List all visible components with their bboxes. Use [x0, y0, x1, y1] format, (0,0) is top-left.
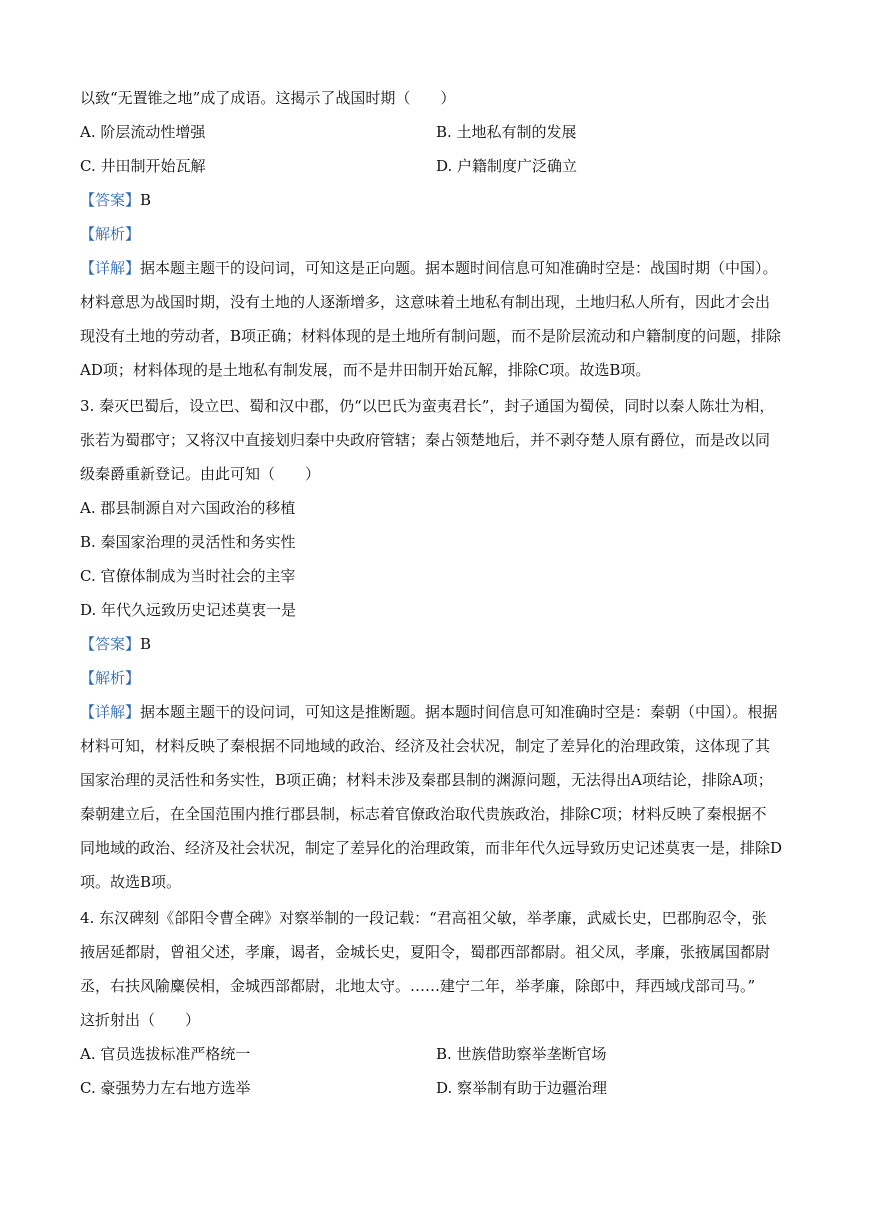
- q2-answer: B: [140, 191, 152, 209]
- q4-option-b: B. 世族借助察举垄断官场: [436, 1045, 607, 1063]
- q3-answer: B: [140, 635, 152, 653]
- q4-stem-line-1: 4. 东汉碑刻《郃阳令曹全碑》对察举制的一段记载：“君高祖父敏，举孝廉，武威长史，巴郡朐忍令，张: [80, 909, 767, 927]
- q3-answer-row: [80, 634, 151, 654]
- q4-option-a: A. 官员选拔标准严格统一: [80, 1045, 251, 1063]
- q3-detail-line-1: 【详解】据本题主题干的设问词，可知这是推断题。据本题时间信息可知准确时空是：秦朝（中国）。根据: [80, 703, 778, 721]
- q2-option-c: C. 井田制开始瓦解: [80, 157, 206, 175]
- q3-option-d: D. 年代久远致历史记述莫衷一是: [80, 601, 297, 619]
- q3-stem-line-2: 张若为蜀郡守；又将汉中直接划归秦中央政府管辖；秦占领楚地后，并不剥夺楚人原有爵位，而是改以同: [80, 431, 771, 449]
- q4-stem-line-2: 掖居延都尉，曾祖父述，孝廉，谒者，金城长史，夏阳令，蜀郡西部都尉。祖父凤，孝廉，张掖属国都尉: [80, 943, 771, 961]
- q2-detail-label: 【详解】: [80, 259, 141, 277]
- q3-detail-line-4: 秦朝建立后，在全国范围内推行郡县制，标志着官僚政治取代贵族政治，排除C项；材料反映了秦根据不: [80, 805, 767, 823]
- q2-detail-line-2: 材料意思为战国时期，没有土地的人逐渐增多，这意味着土地私有制出现，土地归私人所有，因此才会出: [80, 293, 771, 311]
- q3-detail-line-3: 国家治理的灵活性和务实性，B项正确；材料未涉及秦郡县制的渊源问题，无法得出A项结论，排除A项；: [80, 771, 773, 789]
- q3-option-c: C. 官僚体制成为当时社会的主宰: [80, 567, 296, 585]
- q2-detail-line-4: AD项；材料体现的是土地私有制发展，而不是井田制开始瓦解，排除C项。故选B项。: [80, 361, 651, 379]
- q2-detail-line-1: 【详解】据本题主题干的设问词，可知这是正向题。据本题时间信息可知准确时空是：战国时期（中国）。: [80, 259, 778, 277]
- q3-analysis-label: 【解析】: [80, 669, 141, 687]
- q3-detail-line-6: 项。故选B项。: [80, 873, 182, 891]
- q3-detail-line-5: 同地域的政治、经济及社会状况，制定了差异化的治理政策，而非年代久远导致历史记述莫衷一是，排除D: [80, 839, 783, 857]
- q3-stem-line-1: 3. 秦灭巴蜀后，设立巴、蜀和汉中郡，仍“以巴氏为蛮夷君长”，封子通国为蜀侯，同时以秦人陈壮为相，: [80, 397, 775, 415]
- q2-answer-label: 【答案】: [80, 191, 141, 209]
- q2-answer-row: [80, 190, 151, 210]
- q4-option-d: D. 察举制有助于边疆治理: [436, 1079, 608, 1097]
- q3-option-a: A. 郡县制源自对六国政治的移植: [80, 499, 296, 517]
- q2-option-b: B. 土地私有制的发展: [436, 123, 577, 141]
- q3-detail-label: 【详解】: [80, 703, 141, 721]
- q2-detail-line-3: 现没有土地的劳动者，B项正确；材料体现的是土地所有制问题，而不是阶层流动和户籍制度的问题，排除: [80, 327, 782, 345]
- q2-option-d: D. 户籍制度广泛确立: [436, 157, 578, 175]
- q4-option-c: C. 豪强势力左右地方选举: [80, 1079, 251, 1097]
- q2-analysis-label: 【解析】: [80, 225, 141, 243]
- q4-stem-line-3: 丞，右扶风隃麋侯相，金城西部都尉，北地太守。……建宁二年，举孝廉，除郎中，拜西域戊部司马。”: [80, 977, 756, 995]
- q3-option-b: B. 秦国家治理的灵活性和务实性: [80, 533, 296, 551]
- q4-stem-line-4: 这折射出（ ）: [80, 1011, 201, 1029]
- q2-option-a: A. 阶层流动性增强: [80, 123, 206, 141]
- q3-stem-line-3: 级秦爵重新登记。由此可知（ ）: [80, 465, 321, 483]
- q2-stem: 以致“无置锥之地”成了成语。这揭示了战国时期（ ）: [80, 89, 456, 107]
- q3-detail-line-2: 材料可知，材料反映了秦根据不同地域的政治、经济及社会状况，制定了差异化的治理政策，这体现了其: [80, 737, 771, 755]
- q3-answer-label: 【答案】: [80, 635, 141, 653]
